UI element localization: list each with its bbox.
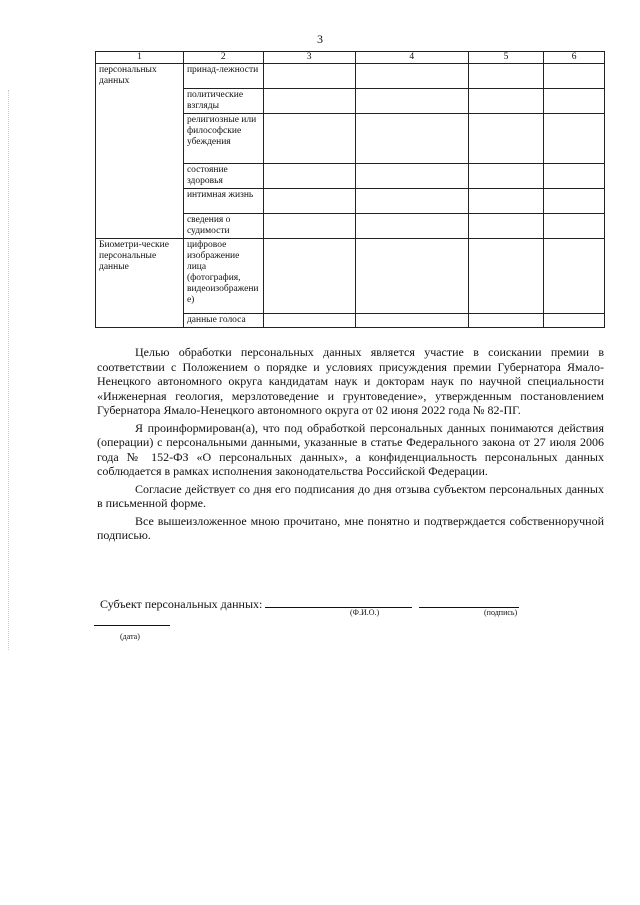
date-caption: (дата) <box>120 632 140 641</box>
header-col-2: 2 <box>183 52 263 64</box>
fio-caption: (Ф.И.О.) <box>350 608 380 617</box>
table-row <box>96 64 605 89</box>
table-row <box>96 239 605 314</box>
signature-line <box>100 595 519 612</box>
subcategory-cell: религиозные или философские убеждения <box>183 114 263 164</box>
signature-label: Субъект персональных данных: <box>100 597 263 611</box>
header-col-5: 5 <box>468 52 543 64</box>
scan-margin-marks <box>8 90 10 650</box>
subcategory-cell: состояние здоровья <box>183 164 263 189</box>
signature-blank[interactable] <box>419 595 519 608</box>
purpose-paragraph: Целью обработки персональных данных является участие в соискании премии в соответствии с Положением о порядке и условиях присуждения премии Губернатора Ямало-Ненецкого автономного округа кандидатам наук и докторам наук по научной специальности «Инженерная геология, мерзлотоведение и грунтоведение», утвержденным постановлением Губернатора Ямало-Ненецкого автономного округа от 02 июня 2022 года № 82-ПГ. <box>97 345 604 417</box>
fio-blank[interactable] <box>265 595 412 608</box>
date-blank[interactable] <box>94 625 170 626</box>
header-col-4: 4 <box>355 52 468 64</box>
informed-paragraph: Я проинформирован(а), что под обработкой персональных данных понимаются действия (операции) с персональными данными, указанные в статье Федерального закона от 27 июля 2006 года № 152-ФЗ «О персональных данных», а конфиденциальность персональных данных соблюдается в рамках исполнения законодательства Российской Федерации. <box>97 420 604 478</box>
subcategory-cell: сведения о судимости <box>183 214 263 239</box>
subcategory-cell: политические взгляды <box>183 89 263 114</box>
consent-text <box>97 345 604 546</box>
personal-data-table <box>95 51 605 328</box>
header-col-6: 6 <box>544 52 605 64</box>
category-cell: Биометри-ческие персональные данные <box>96 239 184 328</box>
validity-paragraph: Согласие действует со дня его подписания до дня отзыва субъектом персональных данных в письменной форме. <box>97 481 604 510</box>
subcategory-cell: принад-лежности <box>183 64 263 89</box>
subcategory-cell: данные голоса <box>183 314 263 328</box>
confirmation-paragraph: Все вышеизложенное мною прочитано, мне понятно и подтверждается собственноручной подписью. <box>97 513 604 542</box>
signature-caption: (подпись) <box>484 608 518 617</box>
header-col-1: 1 <box>96 52 184 64</box>
header-col-3: 3 <box>263 52 355 64</box>
category-cell: персональных данных <box>96 64 184 239</box>
table-header-row <box>96 52 605 64</box>
subcategory-cell: интимная жизнь <box>183 189 263 214</box>
page-number: 3 <box>317 32 323 46</box>
subcategory-cell: цифровое изображение лица (фотография, видеоизображение) <box>183 239 263 314</box>
